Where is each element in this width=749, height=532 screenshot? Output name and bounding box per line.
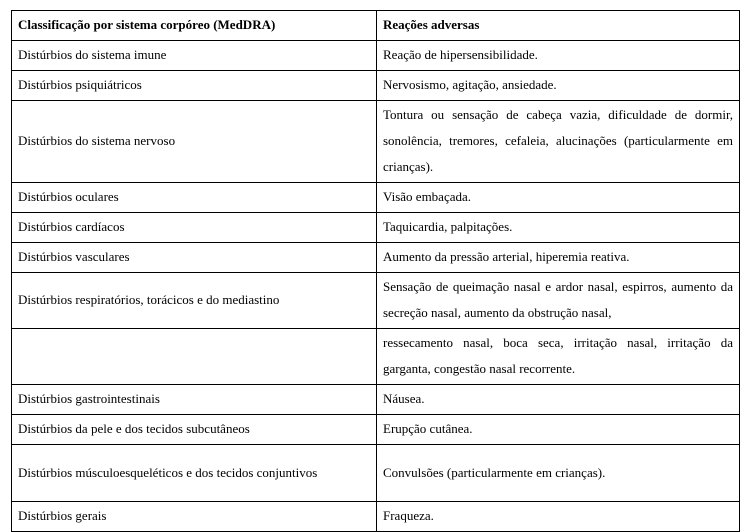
table-row [12, 41, 740, 71]
table-row [12, 445, 740, 502]
reactions-cell: Erupção cutânea. [377, 415, 740, 445]
classification-cell: Distúrbios vasculares [12, 243, 377, 273]
classification-cell: Distúrbios respiratórios, torácicos e do mediastino [12, 273, 377, 329]
table-row [12, 385, 740, 415]
table-row [12, 243, 740, 273]
classification-cell: Distúrbios gastrointestinais [12, 385, 377, 415]
reactions-cell: Tontura ou sensação de cabeça vazia, dificuldade de dormir, sonolência, tremores, cefaleia, alucinações (particularmente em crianças). [377, 101, 740, 183]
reactions-cell: Reação de hipersensibilidade. [377, 41, 740, 71]
classification-cell: Distúrbios do sistema imune [12, 41, 377, 71]
classification-cell: Distúrbios cardíacos [12, 213, 377, 243]
reactions-cell: Sensação de queimação nasal e ardor nasal, espirros, aumento da secreção nasal, aumento da obstrução nasal, [377, 273, 740, 329]
table-row [12, 213, 740, 243]
reactions-cell: Fraqueza. [377, 502, 740, 532]
table-row [12, 71, 740, 101]
reactions-cell: Taquicardia, palpitações. [377, 213, 740, 243]
table-row [12, 329, 740, 385]
table-row [12, 273, 740, 329]
classification-cell: Distúrbios músculoesqueléticos e dos tecidos conjuntivos [12, 445, 377, 502]
reactions-cell: Náusea. [377, 385, 740, 415]
table-row [12, 415, 740, 445]
table-row [12, 502, 740, 532]
reactions-cell: Convulsões (particularmente em crianças). [377, 445, 740, 502]
header-reactions: Reações adversas [377, 11, 740, 41]
reactions-cell: Aumento da pressão arterial, hiperemia reativa. [377, 243, 740, 273]
classification-cell: Distúrbios oculares [12, 183, 377, 213]
reactions-cell: ressecamento nasal, boca seca, irritação nasal, irritação da garganta, congestão nasal recorrente. [377, 329, 740, 385]
classification-cell: Distúrbios do sistema nervoso [12, 101, 377, 183]
reactions-cell: Visão embaçada. [377, 183, 740, 213]
classification-cell [12, 329, 377, 385]
classification-cell: Distúrbios da pele e dos tecidos subcutâneos [12, 415, 377, 445]
table-row [12, 101, 740, 183]
table-header-row [12, 11, 740, 41]
classification-cell: Distúrbios psiquiátricos [12, 71, 377, 101]
adverse-reactions-table [11, 10, 740, 532]
classification-cell: Distúrbios gerais [12, 502, 377, 532]
header-classification: Classificação por sistema corpóreo (MedDRA) [12, 11, 377, 41]
reactions-cell: Nervosismo, agitação, ansiedade. [377, 71, 740, 101]
table-row [12, 183, 740, 213]
